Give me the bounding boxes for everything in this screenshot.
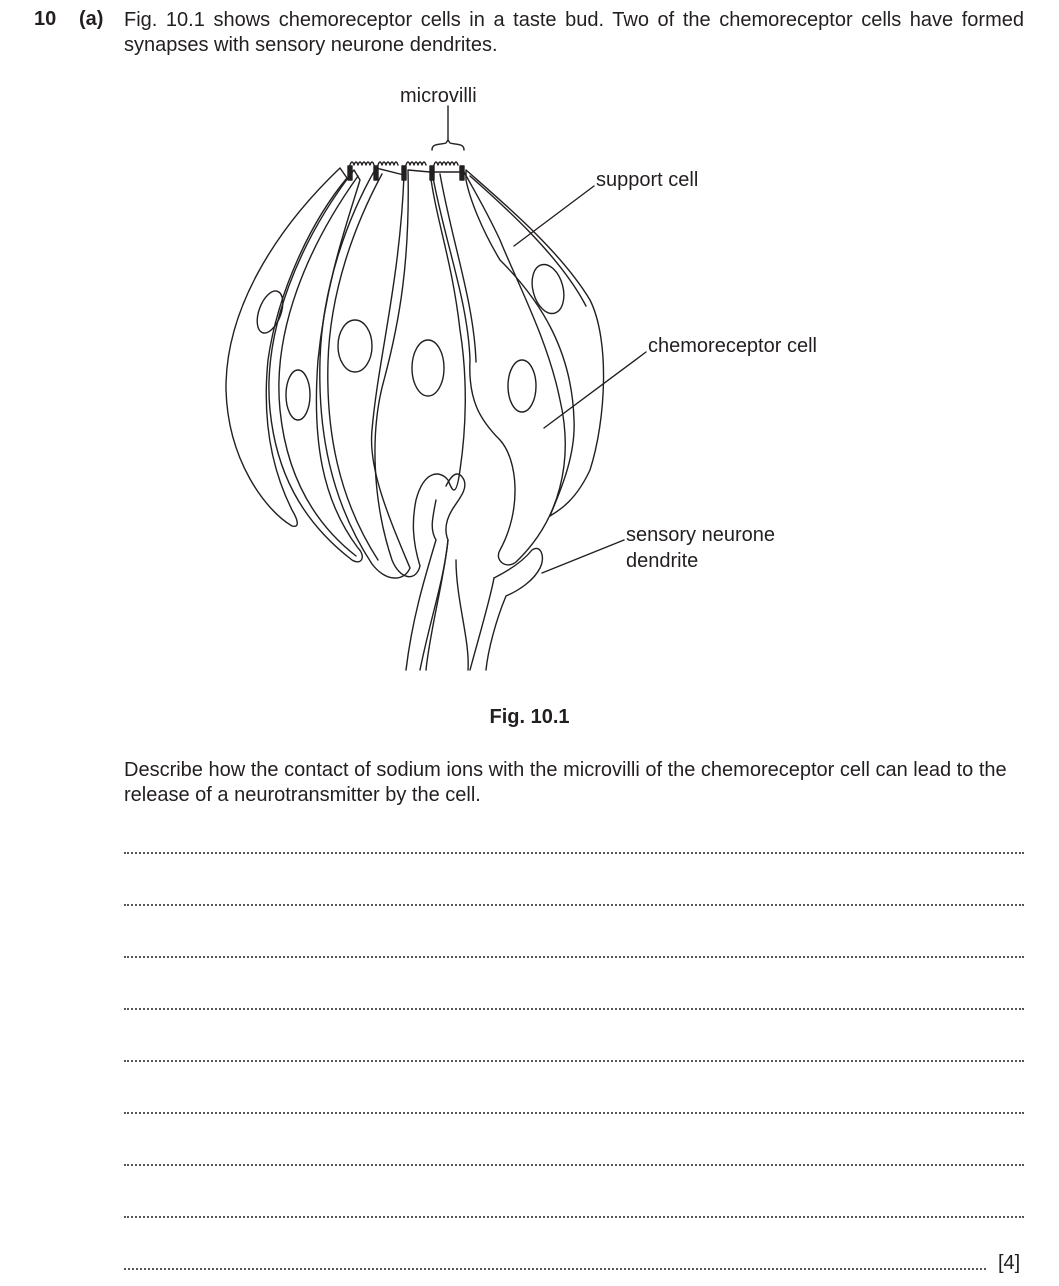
answer-line[interactable]: [124, 1268, 986, 1270]
answer-line[interactable]: [124, 1060, 1024, 1062]
label-microvilli: microvilli: [400, 85, 477, 107]
answer-line[interactable]: [124, 956, 1024, 958]
nucleus-1: [252, 288, 288, 337]
answer-line[interactable]: [124, 1112, 1024, 1114]
nucleus-2: [286, 370, 310, 420]
label-support-cell: support cell: [596, 169, 699, 191]
nucleus-4: [412, 340, 444, 396]
question-number: 10: [34, 8, 57, 30]
chemoreceptor-cell-leader: [544, 352, 646, 428]
answer-line[interactable]: [124, 1164, 1024, 1166]
answer-line[interactable]: [124, 852, 1024, 854]
left-chemoreceptor-cell-outline: [269, 170, 362, 562]
right-support-cell-outline: [466, 170, 604, 516]
center-left-cell-outline: [320, 168, 410, 578]
label-sensory-neurone: sensory neurone: [626, 524, 775, 546]
answer-line[interactable]: [124, 1008, 1024, 1010]
question-prompt: Describe how the contact of sodium ions with the microvilli of the chemoreceptor cell can lead to the release of a neurotransmitter by the cell.: [124, 759, 1007, 806]
question-part: (a): [79, 8, 104, 30]
nucleus-5: [508, 360, 536, 412]
microvilli-fringe: [350, 162, 458, 165]
sensory-neurone-leader: [542, 540, 624, 573]
answer-line[interactable]: [124, 1216, 1024, 1218]
label-chemoreceptor-cell: chemoreceptor cell: [648, 335, 817, 357]
figure-caption: Fig. 10.1: [489, 706, 570, 728]
label-dendrite: dendrite: [626, 550, 699, 572]
question-intro: Fig. 10.1 shows chemoreceptor cells in a taste bud. Two of the chemoreceptor cells have formed synapses with sensory neurone dendrites.: [124, 9, 1024, 56]
right-dendrite: [486, 548, 542, 670]
microvilli-brace: [432, 140, 464, 150]
marks-allocation: [4]: [998, 1252, 1021, 1274]
answer-line[interactable]: [124, 904, 1024, 906]
support-cell-leader: [514, 186, 594, 246]
nucleus-3: [338, 320, 372, 372]
